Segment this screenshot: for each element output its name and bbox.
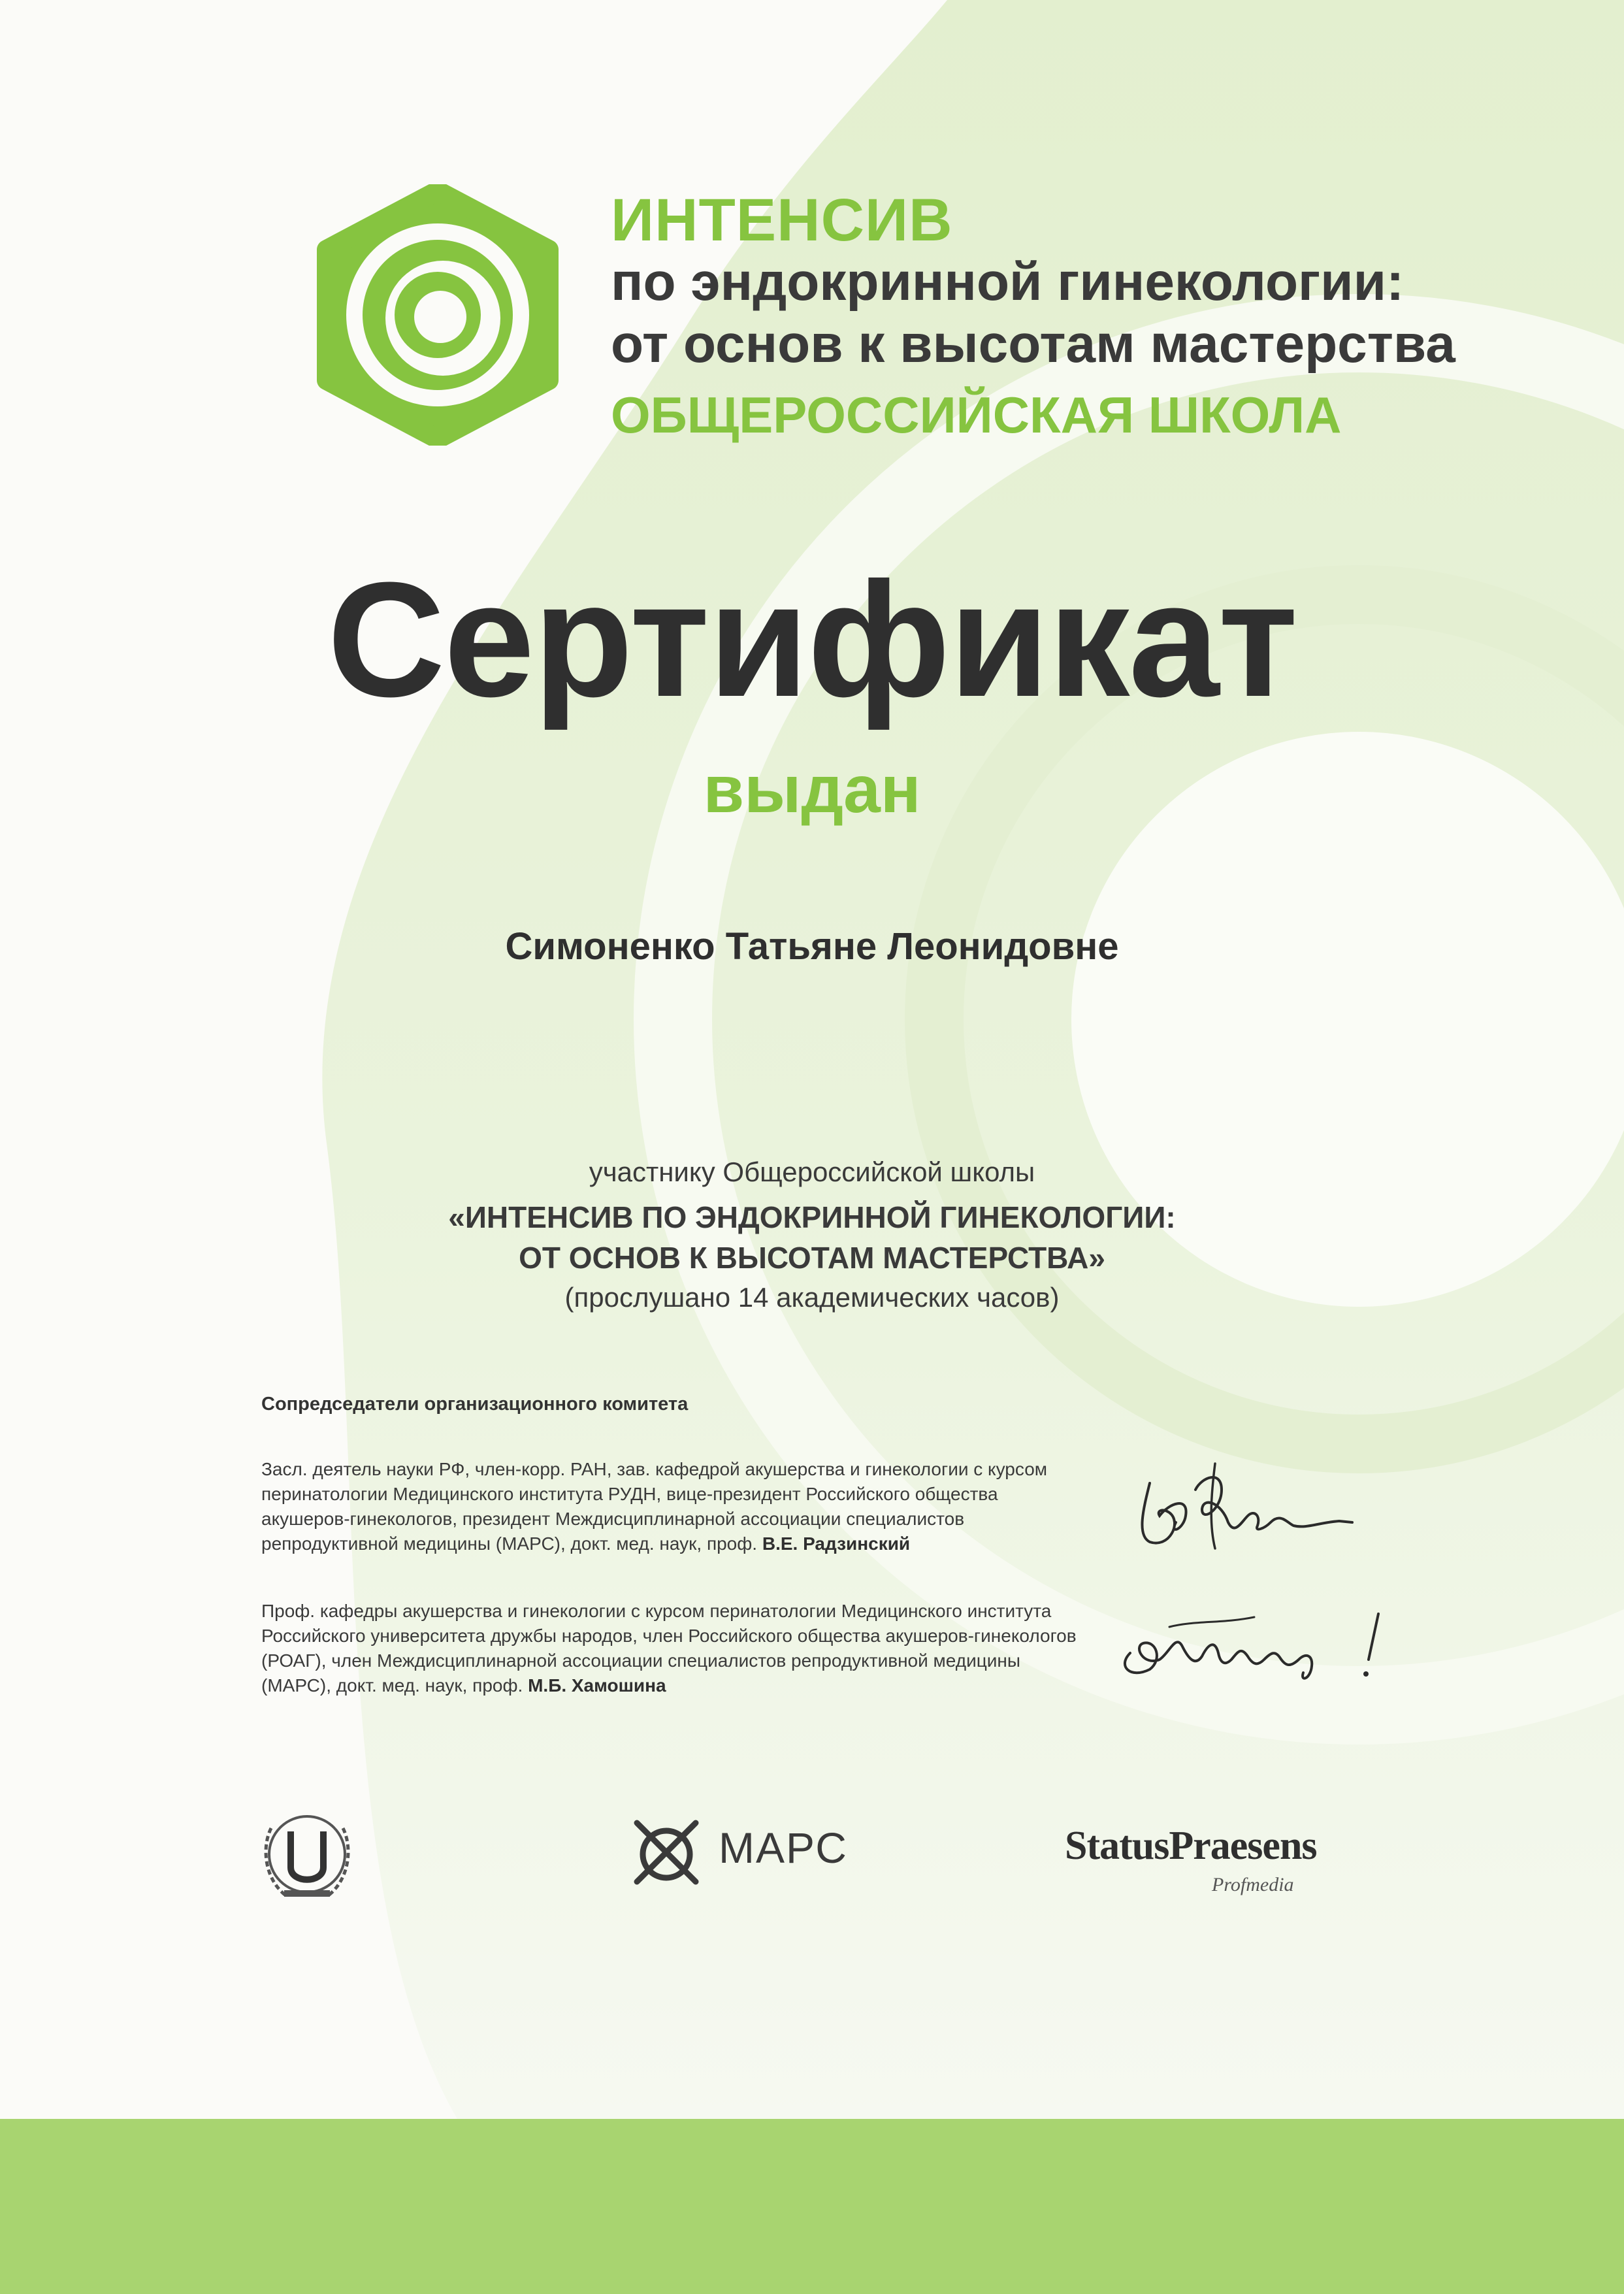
cochair-2-name: М.Б. Хамошина: [528, 1675, 666, 1696]
status-praesens-logo-text: StatusPraesens: [1065, 1824, 1317, 1868]
cochair-2: [261, 1599, 1084, 1698]
participation-course-line2: ОТ ОСНОВ К ВЫСОТАМ МАСТЕРСТВА»: [519, 1241, 1105, 1275]
cochairs-heading: Сопредседатели организационного комитета: [261, 1394, 689, 1415]
signature-radzinsky: [1124, 1450, 1365, 1555]
cochair-1-description: Засл. деятель науки РФ, член-корр. РАН, зав. кафедрой акушерства и гинекологии с курсом перинатологии Медицинского института РУДН, вице-президент Российского общества акушеров-гинекологов, президент Междисциплинарной ассоциации специалистов репродуктивной медицины (МАРС), докт. мед. наук, проф.: [261, 1459, 1048, 1554]
signature-khamoshina: [1104, 1594, 1405, 1692]
bottom-green-band: [0, 2119, 1624, 2294]
university-emblem-icon: [258, 1802, 356, 1907]
certificate-title: Сертификат: [327, 548, 1297, 730]
participation-hours: (прослушано 14 академических часов): [564, 1282, 1060, 1313]
mars-logo-text: МАРС: [719, 1824, 848, 1872]
status-praesens-subtitle: Profmedia: [1212, 1874, 1294, 1895]
issued-label: выдан: [703, 752, 921, 827]
cochair-1: [261, 1457, 1084, 1556]
header-subtitle-line2: от основ к высотам мастерства: [611, 314, 1455, 374]
cochair-2-description: Проф. кафедры акушерства и гинекологии с курсом перинатологии Медицинского института Российского университета дружбы народов, член Российского общества акушеров-гинекологов (РОАГ), член Междисциплинарной ассоциации специалистов репродуктивной медицины (МАРС), докт. мед. наук, проф.: [261, 1601, 1077, 1696]
participation-line1: участнику Общероссийской школы: [589, 1156, 1035, 1187]
header-subtitle-line1: по эндокринной гинекологии:: [611, 252, 1405, 312]
header-school-name: ОБЩЕРОССИЙСКАЯ ШКОЛА: [611, 386, 1342, 444]
spiral-hexagon-logo-icon: [314, 184, 562, 446]
mars-logo-icon: [630, 1816, 702, 1888]
cochair-1-name: В.Е. Радзинский: [762, 1533, 911, 1554]
recipient-name: Симоненко Татьяне Леонидовне: [505, 925, 1119, 968]
participation-course-line1: «ИНТЕНСИВ ПО ЭНДОКРИННОЙ ГИНЕКОЛОГИИ:: [448, 1200, 1176, 1234]
header-title-intensive: ИНТЕНСИВ: [611, 187, 953, 254]
